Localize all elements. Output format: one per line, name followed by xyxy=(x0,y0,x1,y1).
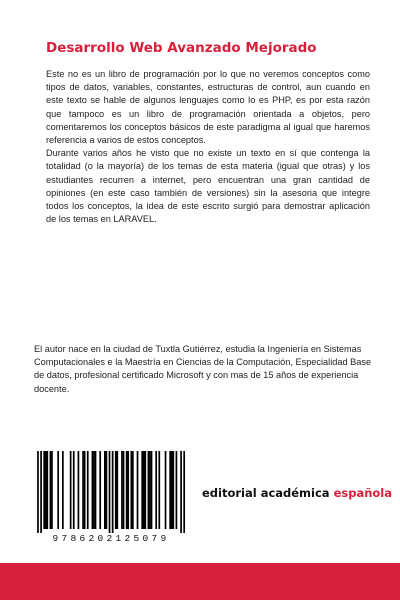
publisher-name: editorial académica xyxy=(202,486,330,500)
barcode-bar xyxy=(40,451,42,533)
barcode-bar xyxy=(115,451,117,529)
barcode-bar xyxy=(132,451,134,529)
publisher-name-accent: española xyxy=(333,486,393,500)
barcode-bar xyxy=(51,451,53,529)
barcode-bar xyxy=(141,451,143,529)
isbn-number: 9786202125079 xyxy=(52,533,170,544)
barcode-bar xyxy=(165,451,167,529)
barcode-bar xyxy=(112,451,114,533)
barcode-bar xyxy=(45,451,47,529)
barcode-bar xyxy=(123,451,125,529)
barcode-bar xyxy=(151,451,153,529)
synopsis xyxy=(46,68,370,226)
barcode-bar xyxy=(87,451,89,529)
barcode-bar xyxy=(70,451,72,529)
barcode-bar xyxy=(169,451,171,529)
barcode-bar xyxy=(171,451,173,529)
barcode-bar xyxy=(158,451,160,529)
author-bio: El autor nace en la ciudad de Tuxtla Gutiérrez, estudia la Ingeniería en Sistemas Computacionales e la Maestría en Ciencias de la Computación, Especialidad Base de datos, profesional certificado Microsoft y con mas de 15 años de experiencia docente. xyxy=(34,344,372,394)
barcode-bar xyxy=(109,451,111,533)
barcode-bar xyxy=(95,451,97,529)
isbn-barcode xyxy=(34,449,188,547)
synopsis-paragraph-1: Este no es un libro de programación por lo que no veremos conceptos como tipos de datos, variables, constantes, estructuras de control, aun cuando en este texto se hable de algunos lenguajes como lo es PHP, es por esta razón que tampoco es un libro de programación orientada a objetos, pero comentaremos los conceptos básicos de este paradigma al igual que haremos referencia a varios de estos conceptos. xyxy=(46,69,370,146)
publisher-logo xyxy=(202,486,392,500)
bottom-color-band xyxy=(0,563,400,600)
barcode-bar xyxy=(82,451,84,529)
barcode-bar xyxy=(148,451,150,529)
barcode-bar xyxy=(62,451,64,529)
barcode-bar xyxy=(183,451,185,533)
barcode-icon xyxy=(34,449,188,533)
barcode-bar xyxy=(144,451,146,529)
barcode-bar xyxy=(43,451,45,529)
barcode-bar xyxy=(99,451,101,529)
barcode-bar xyxy=(106,451,108,529)
synopsis-paragraph-2: Durante varios años he visto que no existe un texto en sí que contenga la totalidad (o la mayoría) de los temas de esta materia (igual que otras) y los estudiantes recurren a internet, pero encuentran una gran cantidad de opiniones (en este caso también de versiones) sin la asesoria que integre todos los conceptos, la idea de este escrito surgió para demostrar aplicación de los temas en LARAVEL. xyxy=(46,148,370,225)
barcode-bar xyxy=(73,451,75,529)
book-title: Desarrollo Web Avanzado Mejorado xyxy=(46,40,317,56)
barcode-bar xyxy=(180,451,182,533)
barcode-bar xyxy=(37,451,39,533)
barcode-bar xyxy=(84,451,86,529)
barcode-bar xyxy=(130,451,132,529)
barcode-bar xyxy=(137,451,139,529)
barcode-bar xyxy=(127,451,129,529)
barcode-bar xyxy=(93,451,95,529)
barcode-bar xyxy=(46,451,48,529)
barcode-bar xyxy=(172,451,174,529)
barcode-bar xyxy=(143,451,145,529)
barcode-bar xyxy=(92,451,94,529)
barcode-bar xyxy=(57,451,59,529)
barcode-bar xyxy=(104,451,106,529)
barcode-bar xyxy=(78,451,80,529)
barcode-bar xyxy=(116,451,118,529)
barcode-bar xyxy=(149,451,151,529)
barcode-bar xyxy=(176,451,178,529)
barcode-bar xyxy=(155,451,157,529)
barcode-bar xyxy=(121,451,123,529)
barcode-bar xyxy=(126,451,128,529)
barcode-bar xyxy=(50,451,52,529)
